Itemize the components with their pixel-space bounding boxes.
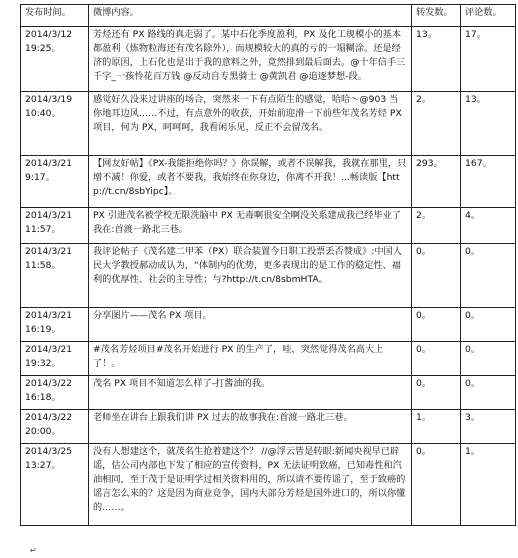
- post-text: 我评论帖子《茂名建二甲苯（PX）联合装置今日职工投票丢否赞成》:中国人民大学教授郝动成认为，“体制内的优势，更多表现出的是工作的稳定性、福利的优厚性、社会的主导性；与?http://t.cn/8sbmHTA。: [89, 244, 412, 308]
- post-clock: 9:17。: [25, 172, 55, 183]
- post-date: 2014/3/21: [25, 246, 73, 257]
- post-date: 2014/3/21: [25, 210, 73, 221]
- comment-count: 0。: [461, 342, 516, 376]
- post-clock: 11:57。: [25, 224, 61, 235]
- time-cell: [21, 376, 89, 410]
- post-clock: 16:18。: [25, 392, 61, 403]
- post-date: 2014/3/21: [25, 344, 73, 355]
- post-text: 【网友好帖】《PX-我能拒绝你吗？》你误解，或者不误解我，我就在那里，只增不减！你爱，或者不要我，我始终在你身边，你离不开我！...畅读版【http://t.cn/8sbYipc】。: [89, 156, 412, 208]
- repost-count: 0。: [412, 342, 461, 376]
- comment-count: 167。: [461, 156, 516, 208]
- table-row: [21, 410, 516, 444]
- comment-count: 0。: [461, 244, 516, 308]
- table-row: [21, 444, 516, 526]
- comment-count: 0。: [461, 308, 516, 342]
- time-cell: [21, 410, 89, 444]
- post-clock: 19:25。: [25, 43, 61, 54]
- repost-count: 13。: [412, 27, 461, 92]
- time-cell: [21, 208, 89, 244]
- paragraph-mark: ↵: [30, 546, 37, 555]
- comment-count: 1。: [461, 444, 516, 526]
- post-date: 2014/3/19: [25, 94, 73, 105]
- time-cell: [21, 156, 89, 208]
- time-cell: [21, 27, 89, 92]
- table-row: [21, 208, 516, 244]
- post-text: 感觉好久没来过讲座的场合，突然来一下有点陌生的感觉，哈哈～@903 当你地耳边风……不过，有点意外的收获，开始前迎滑一下前些年茂名芳烃 PX 项目，何为 PX，呵呵呵，我看闲乐见，反正不会留茂名。: [89, 92, 412, 156]
- table-row: [21, 156, 516, 208]
- repost-count: 0。: [412, 244, 461, 308]
- post-date: 2014/3/25: [25, 446, 73, 457]
- header-reposts: 转发数。: [412, 5, 461, 27]
- table-row: [21, 376, 516, 410]
- repost-count: 1。: [412, 410, 461, 444]
- time-cell: [21, 244, 89, 308]
- post-text: 芳烃还有 PX 路线的真走弱了。某中石化季度盈利，PX 及化工规模小的基本都盈利（炼物粒海还有茂名除外），而规模较大的真的亏的一塌糊涂。还是经济的原因，上石化也是出于我的意料之外，竟然排到最后面去。@十年信手三千字_一孩怜花百万钱 @反动自专黑骑士 @黄凯君 @追逐梦想-段。: [89, 27, 412, 92]
- post-date: 2014/3/12: [25, 29, 73, 40]
- post-clock: 20:00。: [25, 426, 61, 437]
- weibo-table: [20, 4, 516, 526]
- time-cell: [21, 342, 89, 376]
- post-date: 2014/3/21: [25, 310, 73, 321]
- post-text: 没有人想建这个，就茂名生抢着建这个？ //@浮云皆是转眼:新闻央视早已辟谣，估公司内部也下发了相应的宣传资料，PX 无法证明致癌，已知毒性和汽油相同，至于茂于是证明学过相关资料用的，所以请不要传谣了，至于致癌的谣言怎么来的？这是因为商业竞争，国内大部分芳烃是国外进口的，所以你懂的……。: [89, 444, 412, 526]
- header-comments: 评论数。: [461, 5, 516, 27]
- time-cell: [21, 92, 89, 156]
- header-row: [21, 5, 516, 27]
- post-text: PX 引进茂名被学校无限洗脑中 PX 无毒啊很安全啊没关系建成我已经毕业了我在:首渡一路北三巷。: [89, 208, 412, 244]
- post-text: 分享图片——茂名 PX 项目。: [89, 308, 412, 342]
- comment-count: 0。: [461, 376, 516, 410]
- post-clock: 16:19。: [25, 324, 61, 335]
- post-date: 2014/3/22: [25, 412, 73, 423]
- post-date: 2014/3/21: [25, 158, 73, 169]
- repost-count: 0。: [412, 376, 461, 410]
- repost-count: 0。: [412, 308, 461, 342]
- repost-count: 2。: [412, 208, 461, 244]
- post-text: #茂名芳烃项目#茂名开始进行 PX 的生产了，哇，突然觉得茂名高大上了！。: [89, 342, 412, 376]
- repost-count: 293。: [412, 156, 461, 208]
- time-cell: [21, 308, 89, 342]
- table-row: [21, 92, 516, 156]
- post-text: 茂名 PX 项目不知道怎么样了-打酱油的我。: [89, 376, 412, 410]
- post-clock: 19:32。: [25, 358, 61, 369]
- comment-count: 17。: [461, 27, 516, 92]
- comment-count: 13。: [461, 92, 516, 156]
- post-clock: 13:27。: [25, 460, 61, 471]
- post-text: 老师坐在讲台上跟我们讲 PX 过去的故事我在:首渡一路北三巷。: [89, 410, 412, 444]
- comment-count: 3。: [461, 410, 516, 444]
- repost-count: 0。: [412, 444, 461, 526]
- table-row: [21, 244, 516, 308]
- repost-count: 2。: [412, 92, 461, 156]
- post-clock: 11:58。: [25, 260, 61, 271]
- post-date: 2014/3/22: [25, 378, 73, 389]
- table-row: [21, 342, 516, 376]
- table-row: [21, 27, 516, 92]
- header-content: 微博内容。: [89, 5, 412, 27]
- time-cell: [21, 444, 89, 526]
- header-time: 发布时间。: [21, 5, 89, 27]
- table-row: [21, 308, 516, 342]
- comment-count: 4。: [461, 208, 516, 244]
- post-clock: 10:40。: [25, 108, 61, 119]
